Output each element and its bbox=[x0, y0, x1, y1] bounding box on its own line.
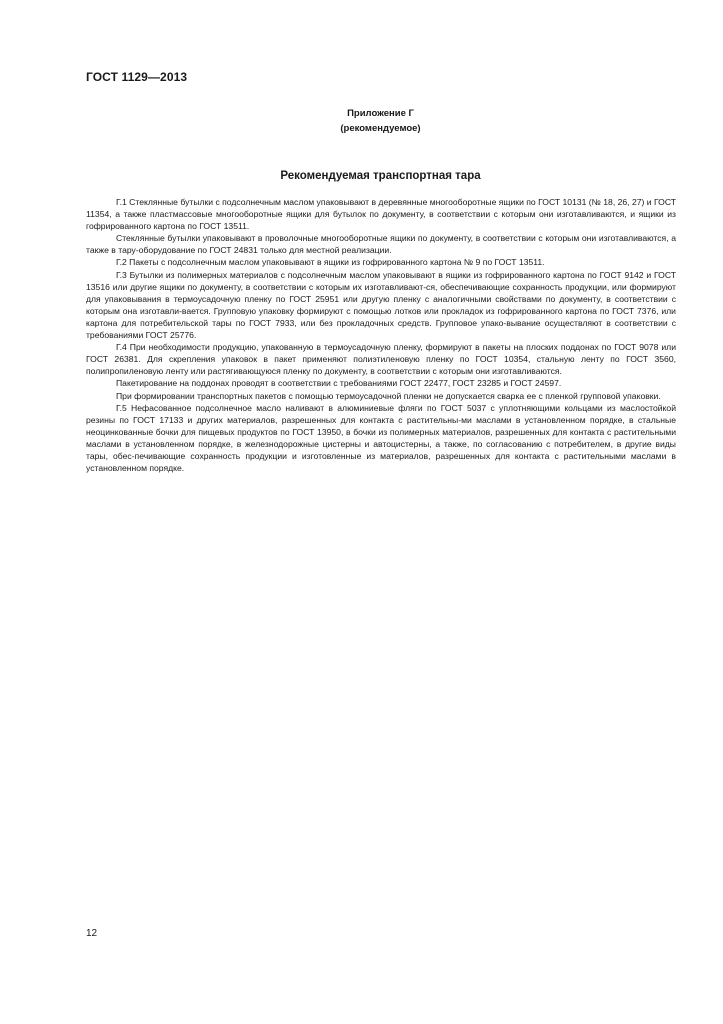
appendix-heading bbox=[0, 106, 723, 136]
appendix-note: (рекомендуемое) bbox=[340, 123, 421, 134]
appendix-label: Приложение Г bbox=[347, 108, 414, 119]
paragraph-g4-palletizing: Пакетирование на поддонах проводят в соответствии с требованиями ГОСТ 22477, ГОСТ 23285 и ГОСТ 24597. bbox=[116, 378, 562, 389]
section-title bbox=[0, 170, 723, 182]
document-body bbox=[86, 196, 676, 474]
paragraph-g3: Г.3 Бутылки из полимерных материалов с подсолнечным маслом упаковывают в ящики из гофрированного картона по ГОСТ 9142 и ГОСТ 13516 или другие ящики по документу, в соответствии с которым их изготавливают-ся, обеспечивающие сохранность продукции, или формируют для упаковывания в термоусадочную пленку по ГОСТ 25951 или другую пленку с аналогичными свойствами по документу, в соответствии с которым она изготавли-вается. Групповую упаковку формируют с помощью лотков или прокладок из гофрированного картона по ГОСТ 7376, или картона для потребительской тары по ГОСТ 7933, или без прокладочных средств. Групповое упако-вывание осуществляют в соответствии с требованиями ГОСТ 25776. bbox=[86, 269, 676, 341]
paragraph-g1: Г.1 Стеклянные бутылки с подсолнечным маслом упаковывают в деревянные многооборотные ящики по ГОСТ 10131 (№ 18, 26, 27) и ГОСТ 11354, а также пластмассовые многооборотные ящики для бутылок по документу, в соответствии с которым они изготавливаются, и ящики из гофрированного картона по ГОСТ 13511. bbox=[86, 197, 676, 232]
paragraph-g4-shrink-film: При формировании транспортных пакетов с помощью термоусадочной пленки не допускается сварка ее с пленкой групповой упаковки. bbox=[116, 390, 661, 401]
document-code: ГОСТ 1129—2013 bbox=[86, 70, 188, 84]
page-number: 12 bbox=[86, 928, 98, 939]
paragraph-g1-wire-boxes: Стеклянные бутылки упаковывают в проволочные многооборотные ящики по документу, в соответствии с которым они изготавливаются, а также в тару-оборудование по ГОСТ 24831 только для местной реализации. bbox=[86, 233, 676, 256]
paragraph-g5: Г.5 Нефасованное подсолнечное масло наливают в алюминиевые фляги по ГОСТ 5037 с уплотняющими кольцами из маслостойкой резины по ГОСТ 17133 и других материалов, разрешенных для контакта с растительны-ми маслами в установленном порядке, в стальные неоцинкованные бочки для пищевых продуктов по ГОСТ 13950, в бочки из полимерных материалов, разрешенных для контакта с растительными маслами в установленном порядке, в железнодорожные цистерны и автоцистерны, а также, по согласованию с потребителем, в другие виды тары, обес-печивающие сохранность продукции и изготовленные из материалов, разрешенных для контакта с растительными маслами в установленном порядке. bbox=[86, 402, 676, 474]
paragraph-g4: Г.4 При необходимости продукцию, упакованную в термоусадочную пленку, формируют в пакеты на плоских поддонах по ГОСТ 9078 или ГОСТ 26381. Для скрепления упаковок в пакет применяют полиэтиленовую пленку по ГОСТ 10354, стальную ленту по ГОСТ 3560, полипропиленовую ленту или растягивающуюся пленку по документу, в соответствии с которым они изготавливаются. bbox=[86, 342, 676, 377]
section-title-text: Рекомендуемая транспортная тара bbox=[280, 170, 481, 182]
paragraph-g2: Г.2 Пакеты с подсолнечным маслом упаковывают в ящики из гофрированного картона № 9 по ГОСТ 13511. bbox=[116, 257, 545, 268]
